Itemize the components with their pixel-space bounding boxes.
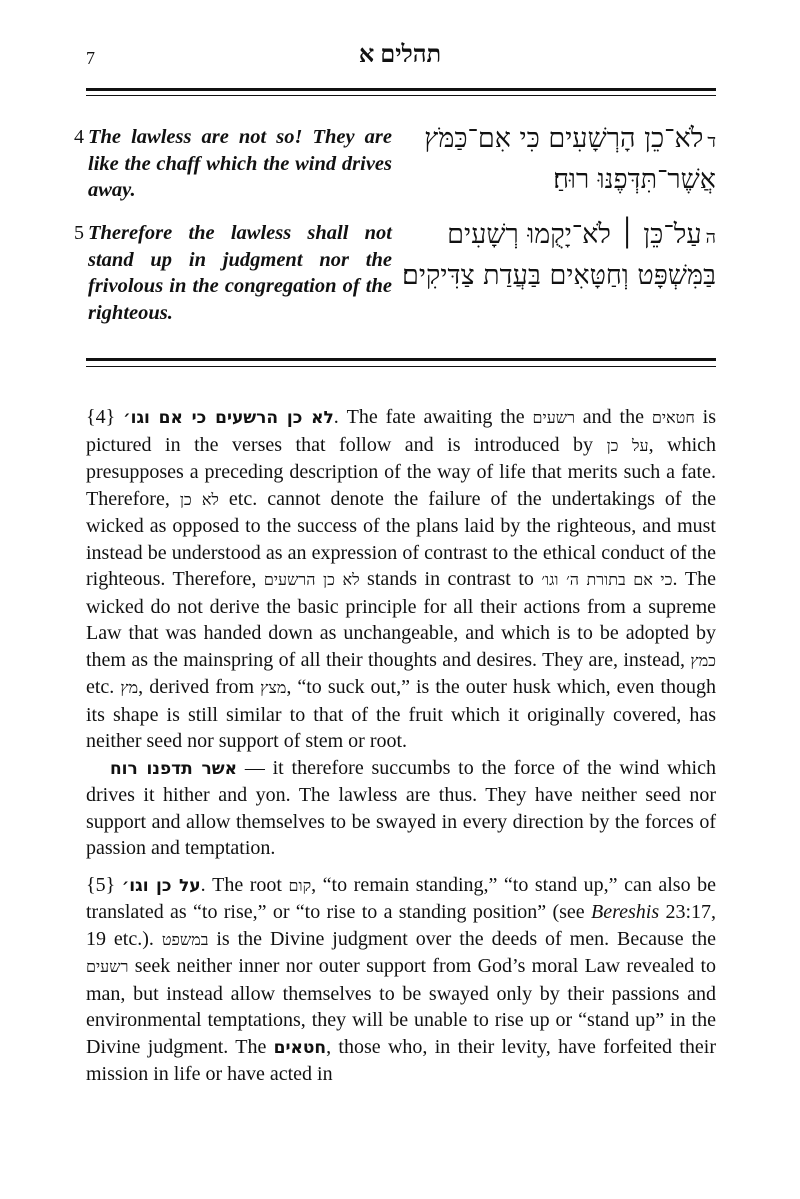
verse-number: 5 <box>74 222 84 244</box>
text: — it therefore succumbs to the force of the wind which drives it hither and yon. The lawless are thus. They have neither seed nor support and allow themselves to be swayed in every direction by the forces of passion and temptation. <box>86 756 716 859</box>
hebrew-verse-marker: ה <box>705 227 716 248</box>
hebrew-verse-marker: ד <box>707 131 716 152</box>
text: , “to remain standing,” “to stand up,” can also be translated as “to rise,” or “to rise to a standing position” (see <box>86 873 716 923</box>
hebrew-word: כמץ <box>690 650 716 670</box>
text: seek neither inner nor outer support from God’s moral Law revealed to man, but instead allow themselves to be swayed only by their passions and environmental temptations, they will be unable to rise up or “stand up” in the Divine judgment. The <box>86 955 716 1058</box>
lemma: לא כן הרשעים כי אם וגו׳ <box>123 408 334 428</box>
hebrew-line: אֲשֶׁר־תִּדְּפֶנּוּ רוּחַ׃ <box>553 164 716 195</box>
hebrew-line: בַּמִּשְׁפָּט וְחַטָּאִים בַּעֲדַת צַדִּיקִים׃ <box>402 260 716 291</box>
commentary-paragraph-4 <box>86 404 716 755</box>
header-rule-thin <box>86 95 716 96</box>
verse-ref: {4} <box>86 406 116 428</box>
text: etc. cannot denote the failure of the undertakings of the wicked as opposed to the success of the plans laid by the righteous, and must instead be understood as an expression of contrast to the ethical conduct of the righteous. Therefore, <box>86 487 716 590</box>
hebrew-word: חטאים <box>651 408 695 427</box>
verse-number: 4 <box>74 126 84 148</box>
section-rule-thin <box>86 366 716 367</box>
verse-4 <box>66 123 716 206</box>
verse-hebrew <box>396 216 716 295</box>
hebrew-word: רשעים <box>532 408 575 427</box>
verse-hebrew <box>396 120 716 199</box>
text: and the <box>574 406 652 428</box>
text: . The fate awaiting the <box>333 406 533 428</box>
hebrew-line: עַל־כֵּן ׀ לֹא־יָקֻמוּ רְשָׁעִים <box>447 219 702 250</box>
hebrew-word: לא כן <box>179 489 219 509</box>
text: etc. <box>86 676 121 698</box>
hebrew-word: כי אם בתורת ה׳ וגו׳ <box>541 570 673 589</box>
book-reference: Bereshis <box>591 901 660 923</box>
lemma: על כן וגו׳ <box>121 875 201 896</box>
page-title: תהלים א <box>358 42 442 68</box>
commentary-paragraph-4b <box>86 755 716 862</box>
verse-5 <box>66 219 716 332</box>
verse-ref: {5} <box>86 873 116 896</box>
header-rule-thick <box>86 88 716 91</box>
section-rule-thick <box>86 358 716 361</box>
hebrew-word: מצץ <box>260 678 287 697</box>
commentary <box>86 404 716 1088</box>
hebrew-word: רשעים <box>86 957 129 976</box>
hebrew-word: במשפט <box>161 929 209 949</box>
lemma: אשר תדפנו רוח <box>110 758 238 779</box>
hebrew-word: חטאים <box>273 1037 327 1058</box>
text: is the Divine judgment over the deeds of men. Because the <box>208 927 716 950</box>
text: . The wicked do not derive the basic principle for all their actions from a supreme Law that was handed down as unchangeable, and which is to be adopted by them as the mainspring of all their thoughts and desires. They are, instead, <box>86 568 717 671</box>
hebrew-word: קום <box>288 875 312 895</box>
hebrew-word: על כן <box>606 435 649 455</box>
hebrew-word: לא כן הרשעים <box>263 570 360 589</box>
text: , “to suck out,” is the outer husk which, even though its shape is still similar to that of the fruit which it originally covered, has neither seed nor support of stem or root. <box>86 676 716 752</box>
hebrew-word: מץ <box>120 678 139 697</box>
commentary-paragraph-5 <box>86 872 716 1088</box>
text: stands in contrast to <box>359 568 542 590</box>
text: , which presupposes a preceding description of the way of life that merits such a fate. Therefore, <box>86 433 716 510</box>
text: , those who, in their levity, have forfeited their mission in life or have acted in <box>86 1035 716 1085</box>
hebrew-line: לֹא־כֵן הָרְשָׁעִים כִּי אִם־כַּמֹּץ <box>424 123 704 154</box>
page-number: 7 <box>86 48 95 68</box>
text: 23:17, 19 etc.). <box>86 901 717 950</box>
text: . The root <box>200 873 289 896</box>
text: , derived from <box>138 676 261 698</box>
text: is pictured in the verses that follow and is introduced by <box>86 406 717 456</box>
verse-english: Therefore the lawless shall not stand up in judgment nor the frivolous in the congregation of the righteous. <box>88 222 392 324</box>
verse-english: The lawless are not so! They are like the chaff which the wind drives away. <box>88 126 392 201</box>
